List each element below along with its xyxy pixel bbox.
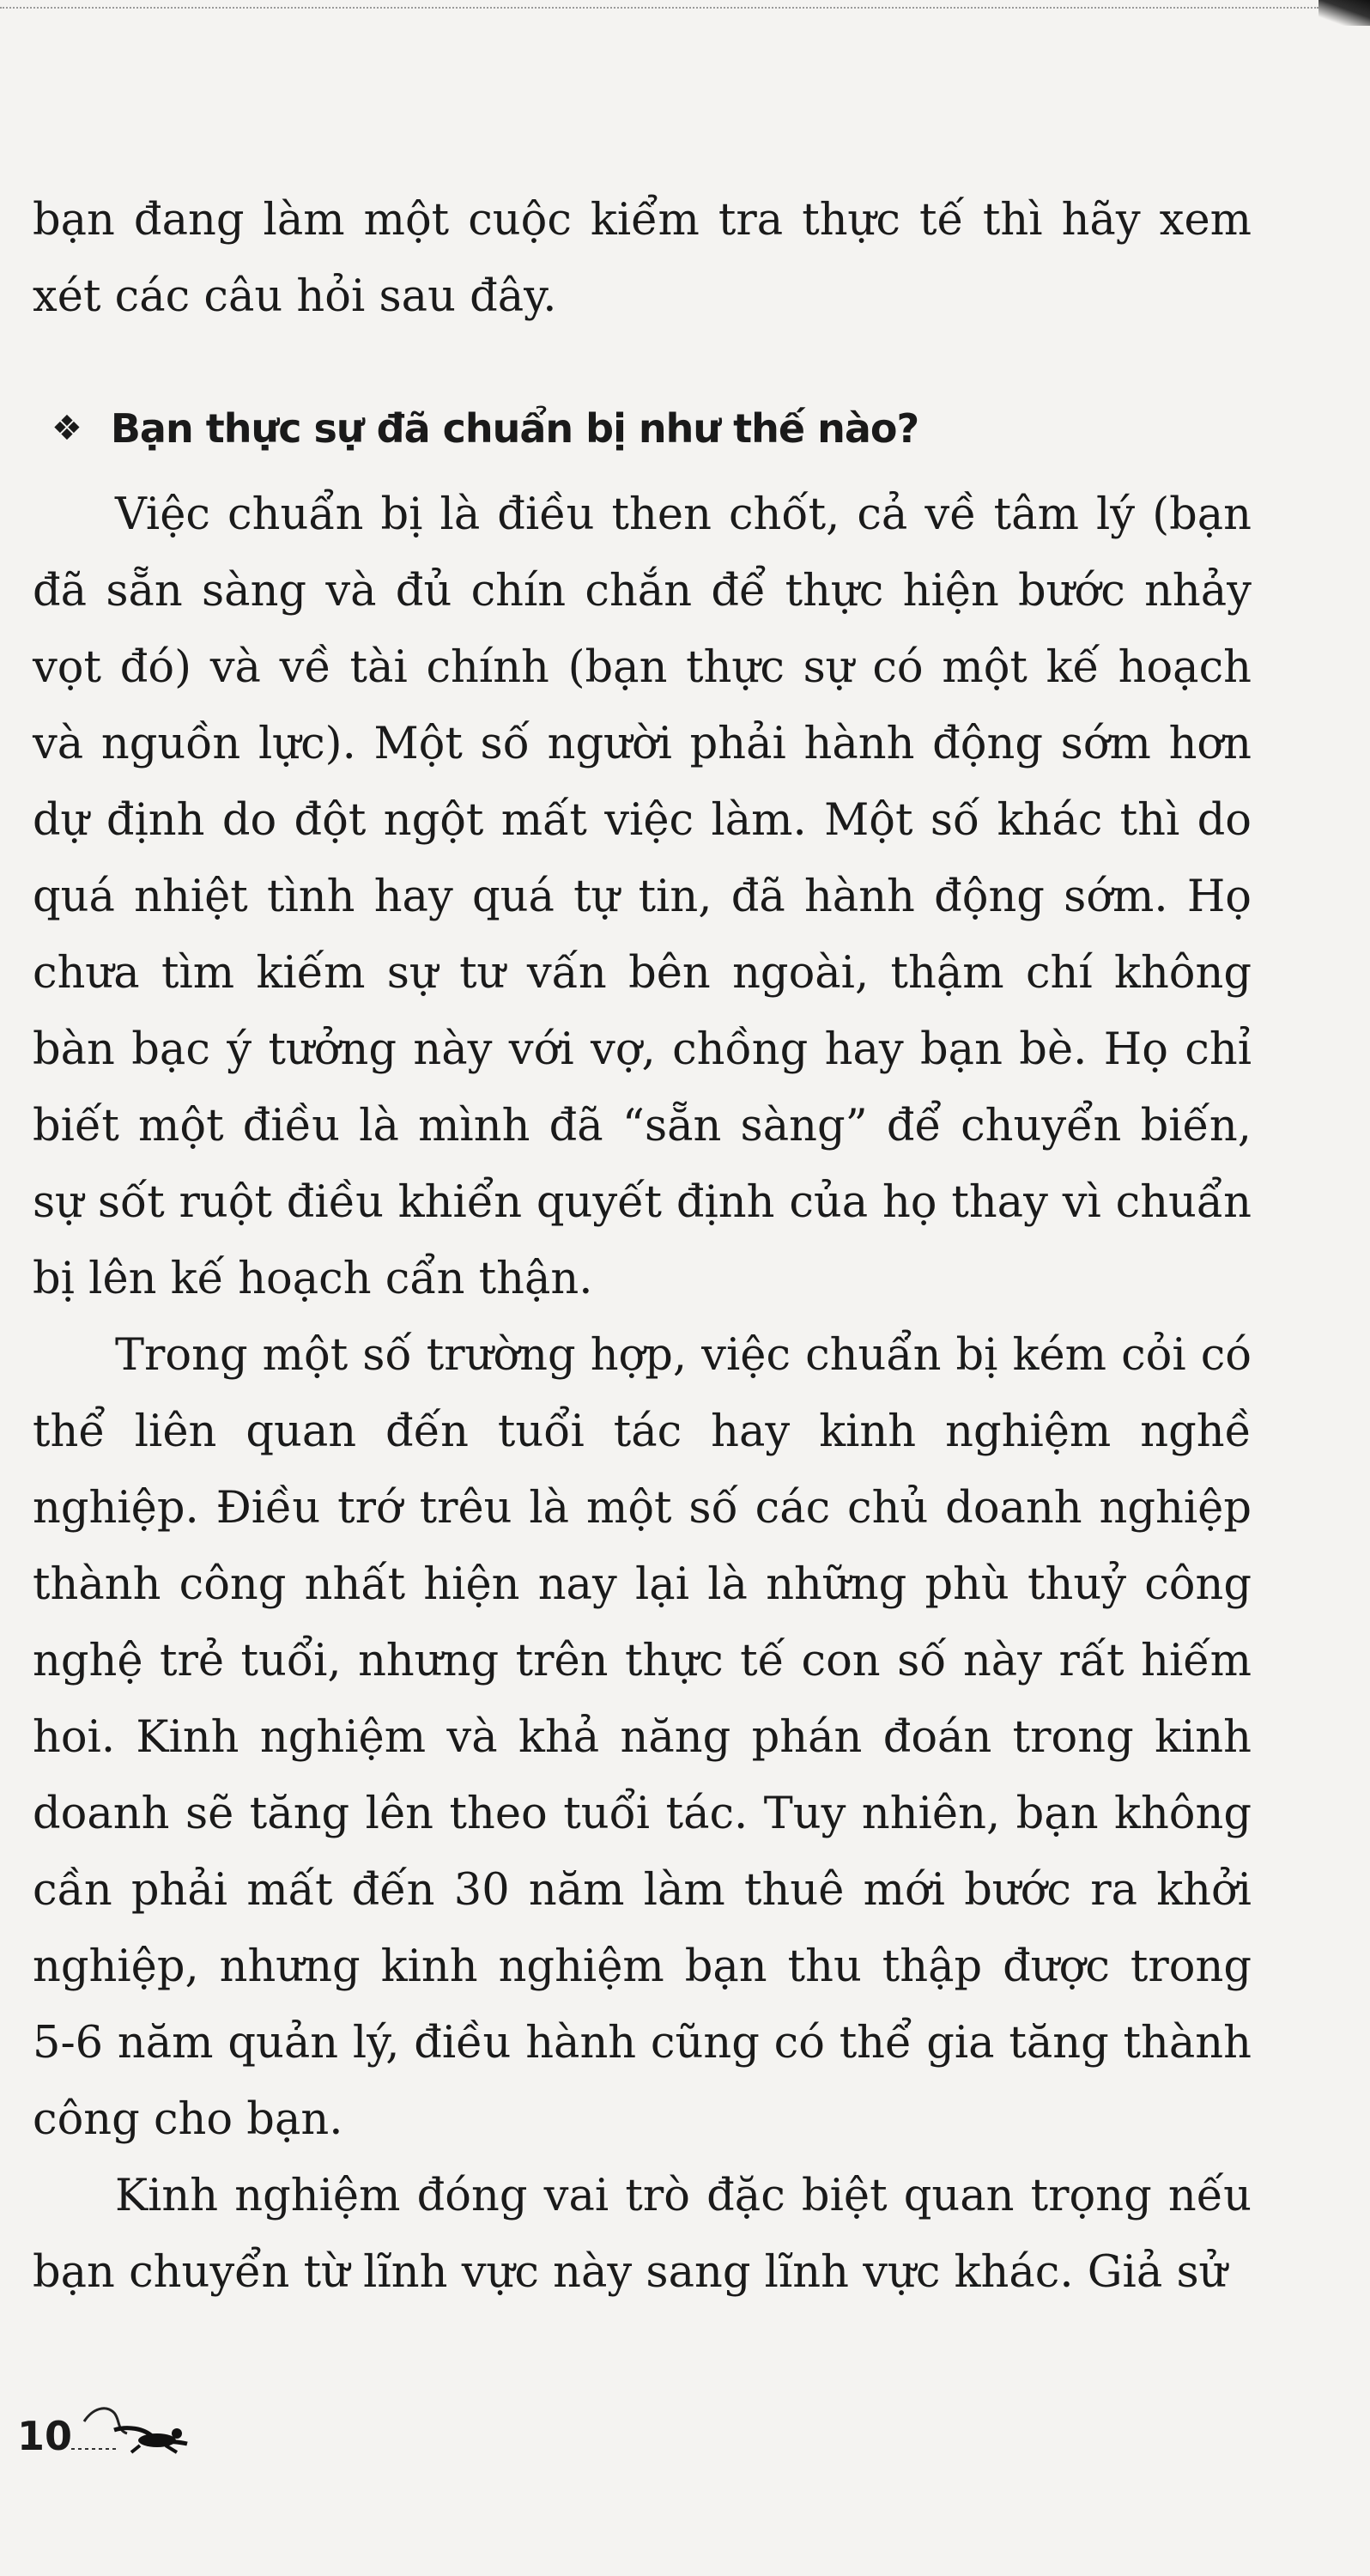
- page-number: 10: [17, 2413, 73, 2459]
- paragraph-3: Kinh nghiệm đóng vai trò đặc biệt quan trọng nếu bạn chuyển từ lĩnh vực này sang lĩnh vực khác. Giả sử: [33, 2171, 1252, 2298]
- top-dotted-rule: [0, 7, 1318, 10]
- section-heading: [52, 405, 918, 452]
- paragraph-1: Việc chuẩn bị là điều then chốt, cả về tâm lý (bạn đã sẵn sàng và đủ chín chắn để thực hiện bước nhảy vọt đó) và về tài chính (bạn thực sự có một kế hoạch và nguồn lực). Một số người phải hành động sớm hơn dự định do đột ngột mất việc làm. Một số khác thì do quá nhiệt tình hay quá tự tin, đã hành động sớm. Họ chưa tìm kiếm sự tư vấn bên ngoài, thậm chí không bàn bạc ý tưởng này với vợ, chồng hay bạn bè. Họ chỉ biết một điều là mình đã “sẵn sàng” để chuyển biến, sự sốt ruột điều khiển quyết định của họ thay vì chuẩn bị lên kế hoạch cẩn thận.: [33, 489, 1252, 1304]
- body-text-block: [33, 477, 1252, 2311]
- paragraph-2: Trong một số trường hợp, việc chuẩn bị kém cỏi có thể liên quan đến tuổi tác hay kinh nghiệm nghề nghiệp. Điều trớ trêu là một số các chủ doanh nghiệp thành công nhất hiện nay lại là những phù thuỷ công nghệ trẻ tuổi, nhưng trên thực tế con số này rất hiếm hoi. Kinh nghiệm và khả năng phán đoán trong kinh doanh sẽ tăng lên theo tuổi tác. Tuy nhiên, bạn không cần phải mất đến 30 năm làm thuê mới bước ra khởi nghiệp, nhưng kinh nghiệm bạn thu thập được trong 5-6 năm quản lý, điều hành cũng có thể gia tăng thành công cho bạn.: [33, 1330, 1252, 2145]
- intro-paragraph: bạn đang làm một cuộc kiểm tra thực tế thì hãy xem xét các câu hỏi sau đây.: [33, 195, 1252, 322]
- page-edge-shadow: [1318, 0, 1370, 26]
- section-heading-text: Bạn thực sự đã chuẩn bị như thế nào?: [110, 405, 919, 452]
- intro-text-block: [33, 182, 1252, 335]
- diamond-bullet-icon: ❖: [52, 409, 82, 448]
- runner-ornament-icon: [67, 2396, 204, 2456]
